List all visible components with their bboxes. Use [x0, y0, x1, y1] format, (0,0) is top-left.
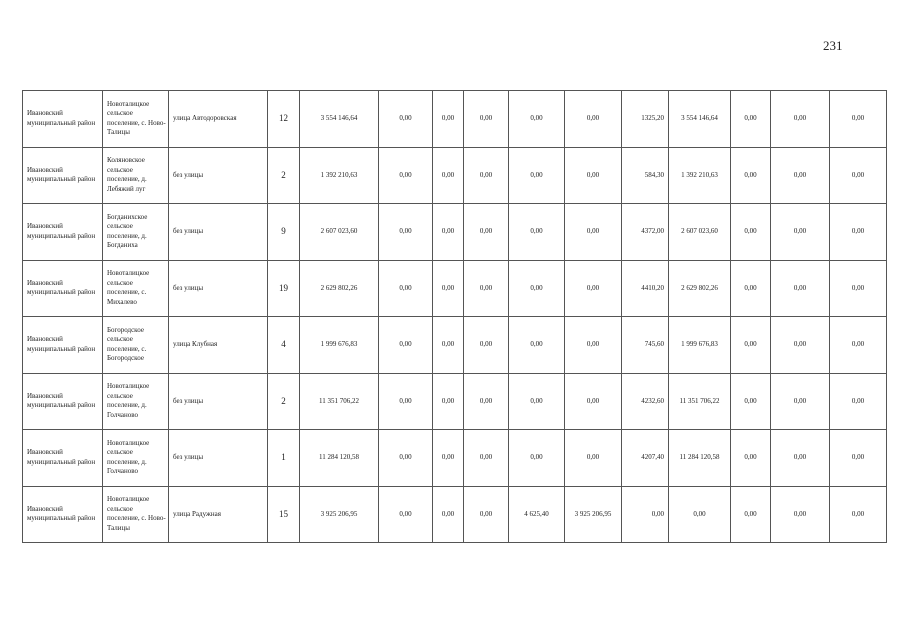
table-cell-c5: 4 625,40: [509, 486, 565, 543]
table-cell-c11: 0,00: [830, 486, 887, 543]
table-cell-c8: 3 554 146,64: [669, 91, 731, 148]
table-cell-c5: 0,00: [509, 373, 565, 430]
table-cell-settlement: Новоталицкое сельское поселение, д. Голчаново: [103, 373, 169, 430]
table-row: [23, 204, 887, 261]
table-cell-c7: 584,30: [622, 147, 669, 204]
table-cell-c3: 0,00: [433, 91, 464, 148]
table-cell-street: без улицы: [169, 147, 268, 204]
table-cell-c1: 1 999 676,83: [300, 317, 379, 374]
table-cell-c9: 0,00: [731, 260, 771, 317]
table-cell-c9: 0,00: [731, 373, 771, 430]
table-cell-c6: 0,00: [565, 373, 622, 430]
table-cell-c2: 0,00: [379, 317, 433, 374]
table-cell-num: 2: [268, 373, 300, 430]
table-row: [23, 260, 887, 317]
table-cell-c8: 1 999 676,83: [669, 317, 731, 374]
table-cell-c2: 0,00: [379, 91, 433, 148]
table-cell-c11: 0,00: [830, 91, 887, 148]
table-cell-c4: 0,00: [464, 317, 509, 374]
table-cell-c11: 0,00: [830, 430, 887, 487]
table-cell-settlement: Новоталицкое сельское поселение, д. Голчаново: [103, 430, 169, 487]
table-cell-c7: 4207,40: [622, 430, 669, 487]
data-table: [22, 90, 887, 543]
table-cell-c1: 2 607 023,60: [300, 204, 379, 261]
table-cell-c3: 0,00: [433, 204, 464, 261]
table-cell-c8: 2 629 802,26: [669, 260, 731, 317]
table-cell-c9: 0,00: [731, 317, 771, 374]
table-cell-c5: 0,00: [509, 430, 565, 487]
table-cell-c1: 11 284 120,58: [300, 430, 379, 487]
table-cell-district: Ивановский муниципальный район: [23, 486, 103, 543]
table-cell-street: без улицы: [169, 373, 268, 430]
table-cell-c4: 0,00: [464, 486, 509, 543]
table-cell-district: Ивановский муниципальный район: [23, 260, 103, 317]
table-cell-c1: 11 351 706,22: [300, 373, 379, 430]
table-cell-c7: 745,60: [622, 317, 669, 374]
table-cell-c9: 0,00: [731, 430, 771, 487]
table-cell-c2: 0,00: [379, 260, 433, 317]
table-cell-c2: 0,00: [379, 204, 433, 261]
table-cell-c11: 0,00: [830, 204, 887, 261]
table-cell-c3: 0,00: [433, 317, 464, 374]
table-cell-c2: 0,00: [379, 486, 433, 543]
table-cell-c10: 0,00: [771, 486, 830, 543]
table-cell-c11: 0,00: [830, 260, 887, 317]
page-number: 231: [823, 38, 843, 53]
table-row: [23, 430, 887, 487]
table-cell-district: Ивановский муниципальный район: [23, 204, 103, 261]
table-cell-c4: 0,00: [464, 147, 509, 204]
table-cell-c3: 0,00: [433, 147, 464, 204]
table-cell-c4: 0,00: [464, 430, 509, 487]
table-cell-settlement: Богородское сельское поселение, с. Богородское: [103, 317, 169, 374]
table-cell-c10: 0,00: [771, 260, 830, 317]
table-cell-street: улица Автодоровская: [169, 91, 268, 148]
table-cell-num: 19: [268, 260, 300, 317]
table-cell-c4: 0,00: [464, 260, 509, 317]
table-cell-c2: 0,00: [379, 147, 433, 204]
table-row: [23, 147, 887, 204]
table-cell-c5: 0,00: [509, 147, 565, 204]
table-cell-c11: 0,00: [830, 373, 887, 430]
table-cell-c8: 0,00: [669, 486, 731, 543]
table-cell-street: улица Клубная: [169, 317, 268, 374]
table-cell-c6: 3 925 206,95: [565, 486, 622, 543]
table-cell-c5: 0,00: [509, 91, 565, 148]
table-cell-district: Ивановский муниципальный район: [23, 91, 103, 148]
table-cell-c10: 0,00: [771, 147, 830, 204]
table-cell-c1: 3 925 206,95: [300, 486, 379, 543]
table-cell-settlement: Коляновское сельское поселение, д. Лебяжий луг: [103, 147, 169, 204]
table-cell-c5: 0,00: [509, 317, 565, 374]
table-cell-settlement: Богданихское сельское поселение, д. Богданиха: [103, 204, 169, 261]
table-cell-c1: 2 629 802,26: [300, 260, 379, 317]
table-cell-num: 9: [268, 204, 300, 261]
table-cell-c8: 11 351 706,22: [669, 373, 731, 430]
table-cell-num: 1: [268, 430, 300, 487]
table-cell-settlement: Новоталицкое сельское поселение, с. Ново-Талицы: [103, 486, 169, 543]
table-cell-c8: 1 392 210,63: [669, 147, 731, 204]
table-cell-c10: 0,00: [771, 91, 830, 148]
table-cell-c11: 0,00: [830, 317, 887, 374]
table-cell-num: 15: [268, 486, 300, 543]
table-cell-c9: 0,00: [731, 91, 771, 148]
table-cell-settlement: Новоталицкое сельское поселение, с. Михалево: [103, 260, 169, 317]
table-cell-c3: 0,00: [433, 373, 464, 430]
table-cell-c10: 0,00: [771, 317, 830, 374]
table-cell-c6: 0,00: [565, 430, 622, 487]
table-cell-c3: 0,00: [433, 486, 464, 543]
table-cell-c3: 0,00: [433, 260, 464, 317]
table-cell-c7: 4410,20: [622, 260, 669, 317]
table-cell-c8: 11 284 120,58: [669, 430, 731, 487]
table-cell-street: без улицы: [169, 204, 268, 261]
table-row: [23, 486, 887, 543]
table-cell-c9: 0,00: [731, 204, 771, 261]
table-cell-c7: 4372,00: [622, 204, 669, 261]
table-cell-c6: 0,00: [565, 260, 622, 317]
table-cell-c5: 0,00: [509, 260, 565, 317]
table-cell-c11: 0,00: [830, 147, 887, 204]
table-cell-street: без улицы: [169, 260, 268, 317]
table-row: [23, 91, 887, 148]
table-cell-c4: 0,00: [464, 91, 509, 148]
table-cell-street: без улицы: [169, 430, 268, 487]
table-cell-district: Ивановский муниципальный район: [23, 317, 103, 374]
table-row: [23, 373, 887, 430]
table-cell-c4: 0,00: [464, 204, 509, 261]
table-cell-c4: 0,00: [464, 373, 509, 430]
table-cell-district: Ивановский муниципальный район: [23, 430, 103, 487]
table-cell-num: 2: [268, 147, 300, 204]
table-cell-c6: 0,00: [565, 317, 622, 374]
table-cell-c1: 1 392 210,63: [300, 147, 379, 204]
table-cell-c7: 4232,60: [622, 373, 669, 430]
table-cell-district: Ивановский муниципальный район: [23, 147, 103, 204]
table-cell-num: 12: [268, 91, 300, 148]
table-cell-c9: 0,00: [731, 486, 771, 543]
table-cell-c6: 0,00: [565, 147, 622, 204]
table-cell-c3: 0,00: [433, 430, 464, 487]
table-cell-c10: 0,00: [771, 204, 830, 261]
table-cell-c2: 0,00: [379, 373, 433, 430]
table-cell-c7: 0,00: [622, 486, 669, 543]
table-cell-c2: 0,00: [379, 430, 433, 487]
table-cell-c5: 0,00: [509, 204, 565, 261]
table-cell-c6: 0,00: [565, 204, 622, 261]
table-cell-settlement: Новоталицкое сельское поселение, с. Ново-Талицы: [103, 91, 169, 148]
table-cell-c1: 3 554 146,64: [300, 91, 379, 148]
table-cell-c7: 1325,20: [622, 91, 669, 148]
table-cell-c10: 0,00: [771, 373, 830, 430]
table-cell-c6: 0,00: [565, 91, 622, 148]
table-row: [23, 317, 887, 374]
table-cell-c9: 0,00: [731, 147, 771, 204]
table-cell-street: улица Радужная: [169, 486, 268, 543]
table-cell-c8: 2 607 023,60: [669, 204, 731, 261]
table-cell-num: 4: [268, 317, 300, 374]
table-cell-c10: 0,00: [771, 430, 830, 487]
table-cell-district: Ивановский муниципальный район: [23, 373, 103, 430]
